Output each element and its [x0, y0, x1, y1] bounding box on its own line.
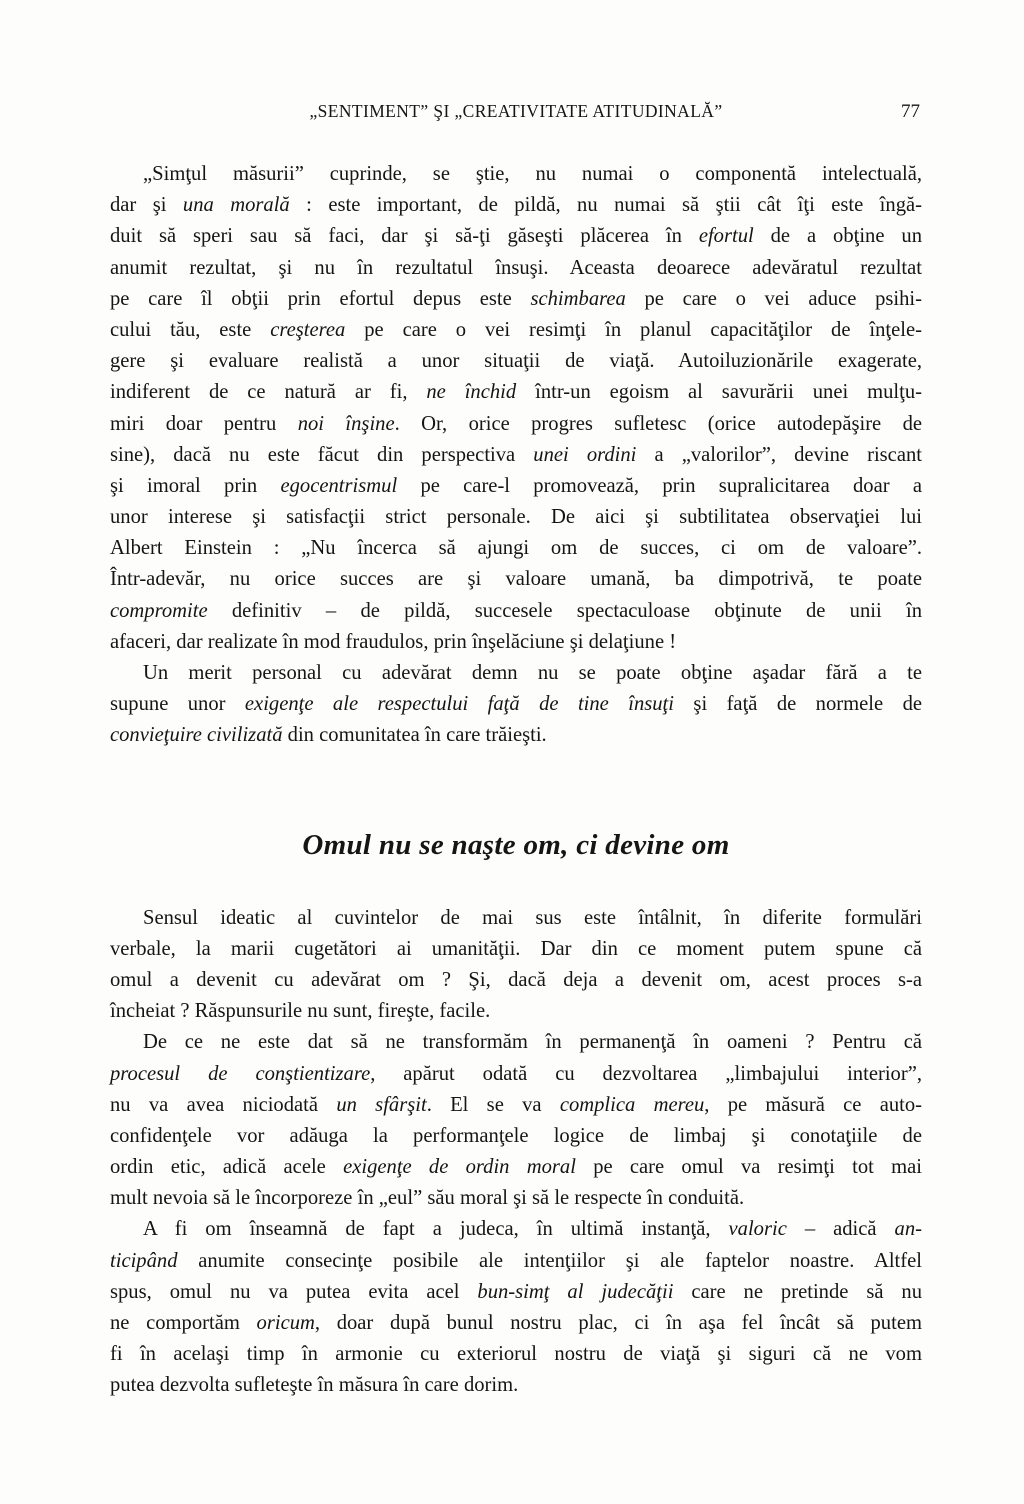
- text-line: nu va avea niciodată un sfârşit. El se va complica mereu, pe măsură ce auto-: [110, 1093, 923, 1116]
- text-line: sine), dacă nu este făcut din perspectiva unei ordini a „valorilor”, devine riscant: [110, 443, 922, 466]
- text-line: fi în acelaşi timp în armonie cu exteriorul nostru de viaţă şi siguri că ne vom: [110, 1343, 922, 1366]
- text-line: dar şi una morală : este important, de pildă, nu numai să ştii cât îţi este îngă-: [110, 194, 922, 217]
- text-line: confidenţele vor adăuga la performanţele logice de limbaj şi conotaţiile de: [110, 1124, 922, 1147]
- text-line: cului tău, este creşterea pe care o vei resimţi în planul capacităţilor de înţele-: [110, 318, 922, 341]
- text-line: mult nevoia să le încorporeze în „eul” său moral şi să le respecte în conduită.: [110, 1187, 745, 1210]
- text-line: Într-adevăr, nu orice succes are şi valoare umană, ba dimpotrivă, te poate: [110, 568, 922, 591]
- text-line: compromite definitiv – de pildă, succesele spectaculoase obţinute de unii în: [110, 599, 922, 622]
- text-line: indiferent de ce natură ar fi, ne închid într-un egoism al savurării unei mulţu-: [110, 381, 923, 404]
- text-line: încheiat ? Răspunsurile nu sunt, fireşte, facile.: [110, 1000, 491, 1023]
- page-number: 77: [901, 101, 920, 122]
- text-line: procesul de conştientizare, apărut odată cu dezvoltarea „limbajului interior”,: [110, 1062, 922, 1085]
- text-line: convieţuire civilizată din comunitatea în care trăieşti.: [110, 724, 547, 747]
- text-line: Sensul ideatic al cuvintelor de mai sus este întâlnit, în diferite formulări: [143, 906, 922, 929]
- text-line: omul a devenit cu adevărat om ? Şi, dacă deja a devenit om, acest proces s-a: [110, 968, 922, 991]
- text-line: verbale, la marii cugetători ai umanităţii. Dar din ce moment putem spune că: [110, 937, 922, 960]
- text-line: A fi om înseamnă de fapt a judeca, în ultimă instanţă, valoric – adică an-: [143, 1218, 922, 1241]
- text-line: miri doar pentru noi înşine. Or, orice progres sufletesc (orice autodepăşire de: [110, 412, 923, 435]
- body-text: [110, 159, 922, 1402]
- text-line: ordin etic, adică acele exigenţe de ordin moral pe care omul va resimţi tot mai: [110, 1156, 922, 1179]
- text-line: anumit rezultat, şi nu în rezultatul însuşi. Aceasta deoarece adevăratul rezultat: [110, 256, 922, 279]
- text-line: Un merit personal cu adevărat demn nu se poate obţine aşadar fără a te: [143, 662, 922, 684]
- section-heading: Omul nu se naşte om, ci devine om: [302, 828, 730, 861]
- text-line: De ce ne este dat să ne transformăm în permanenţă în oameni ? Pentru că: [143, 1031, 922, 1054]
- text-line: putea dezvolta sufleteşte în măsura în care dorim.: [110, 1374, 519, 1397]
- text-line: ne comportăm oricum, doar după bunul nostru plac, ci în aşa fel încât să putem: [110, 1312, 922, 1334]
- text-line: „Simţul măsurii” cuprinde, se ştie, nu numai o componentă intelectuală,: [143, 163, 922, 185]
- text-line: afaceri, dar realizate în mod fraudulos, prin înşelăciune şi delaţiune !: [110, 630, 677, 653]
- text-line: pe care îl obţii prin efortul depus este schimbarea pe care o vei aduce psihi-: [110, 287, 922, 310]
- text-line: ticipând anumite consecinţe posibile ale intenţiilor şi ale faptelor noastre. Altfel: [110, 1249, 922, 1272]
- text-line: şi imoral prin egocentrismul pe care-l promovează, prin supralicitarea doar a: [110, 474, 922, 497]
- text-line: duit să speri sau să faci, dar şi să-ţi găseşti plăcerea în efortul de a obţine un: [110, 225, 922, 248]
- running-head-title: „SENTIMENT” ŞI „CREATIVITATE ATITUDINALĂ”: [309, 101, 723, 121]
- running-head: [110, 101, 922, 127]
- text-line: unor interese şi satisfacţii strict personale. De aici şi subtilitatea observaţiei lui: [110, 506, 922, 529]
- text-line: supune unor exigenţe ale respectului faţă de tine însuţi şi faţă de normele de: [110, 693, 923, 716]
- text-line: spus, omul nu va putea evita acel bun-simţ al judecăţii care ne pretinde să nu: [110, 1280, 923, 1303]
- text-line: gere şi evaluare realistă a unor situaţii de viaţă. Autoiluzionările exagerate,: [110, 350, 922, 373]
- text-line: Albert Einstein : „Nu încerca să ajungi om de succes, ci om de valoare”.: [110, 537, 922, 560]
